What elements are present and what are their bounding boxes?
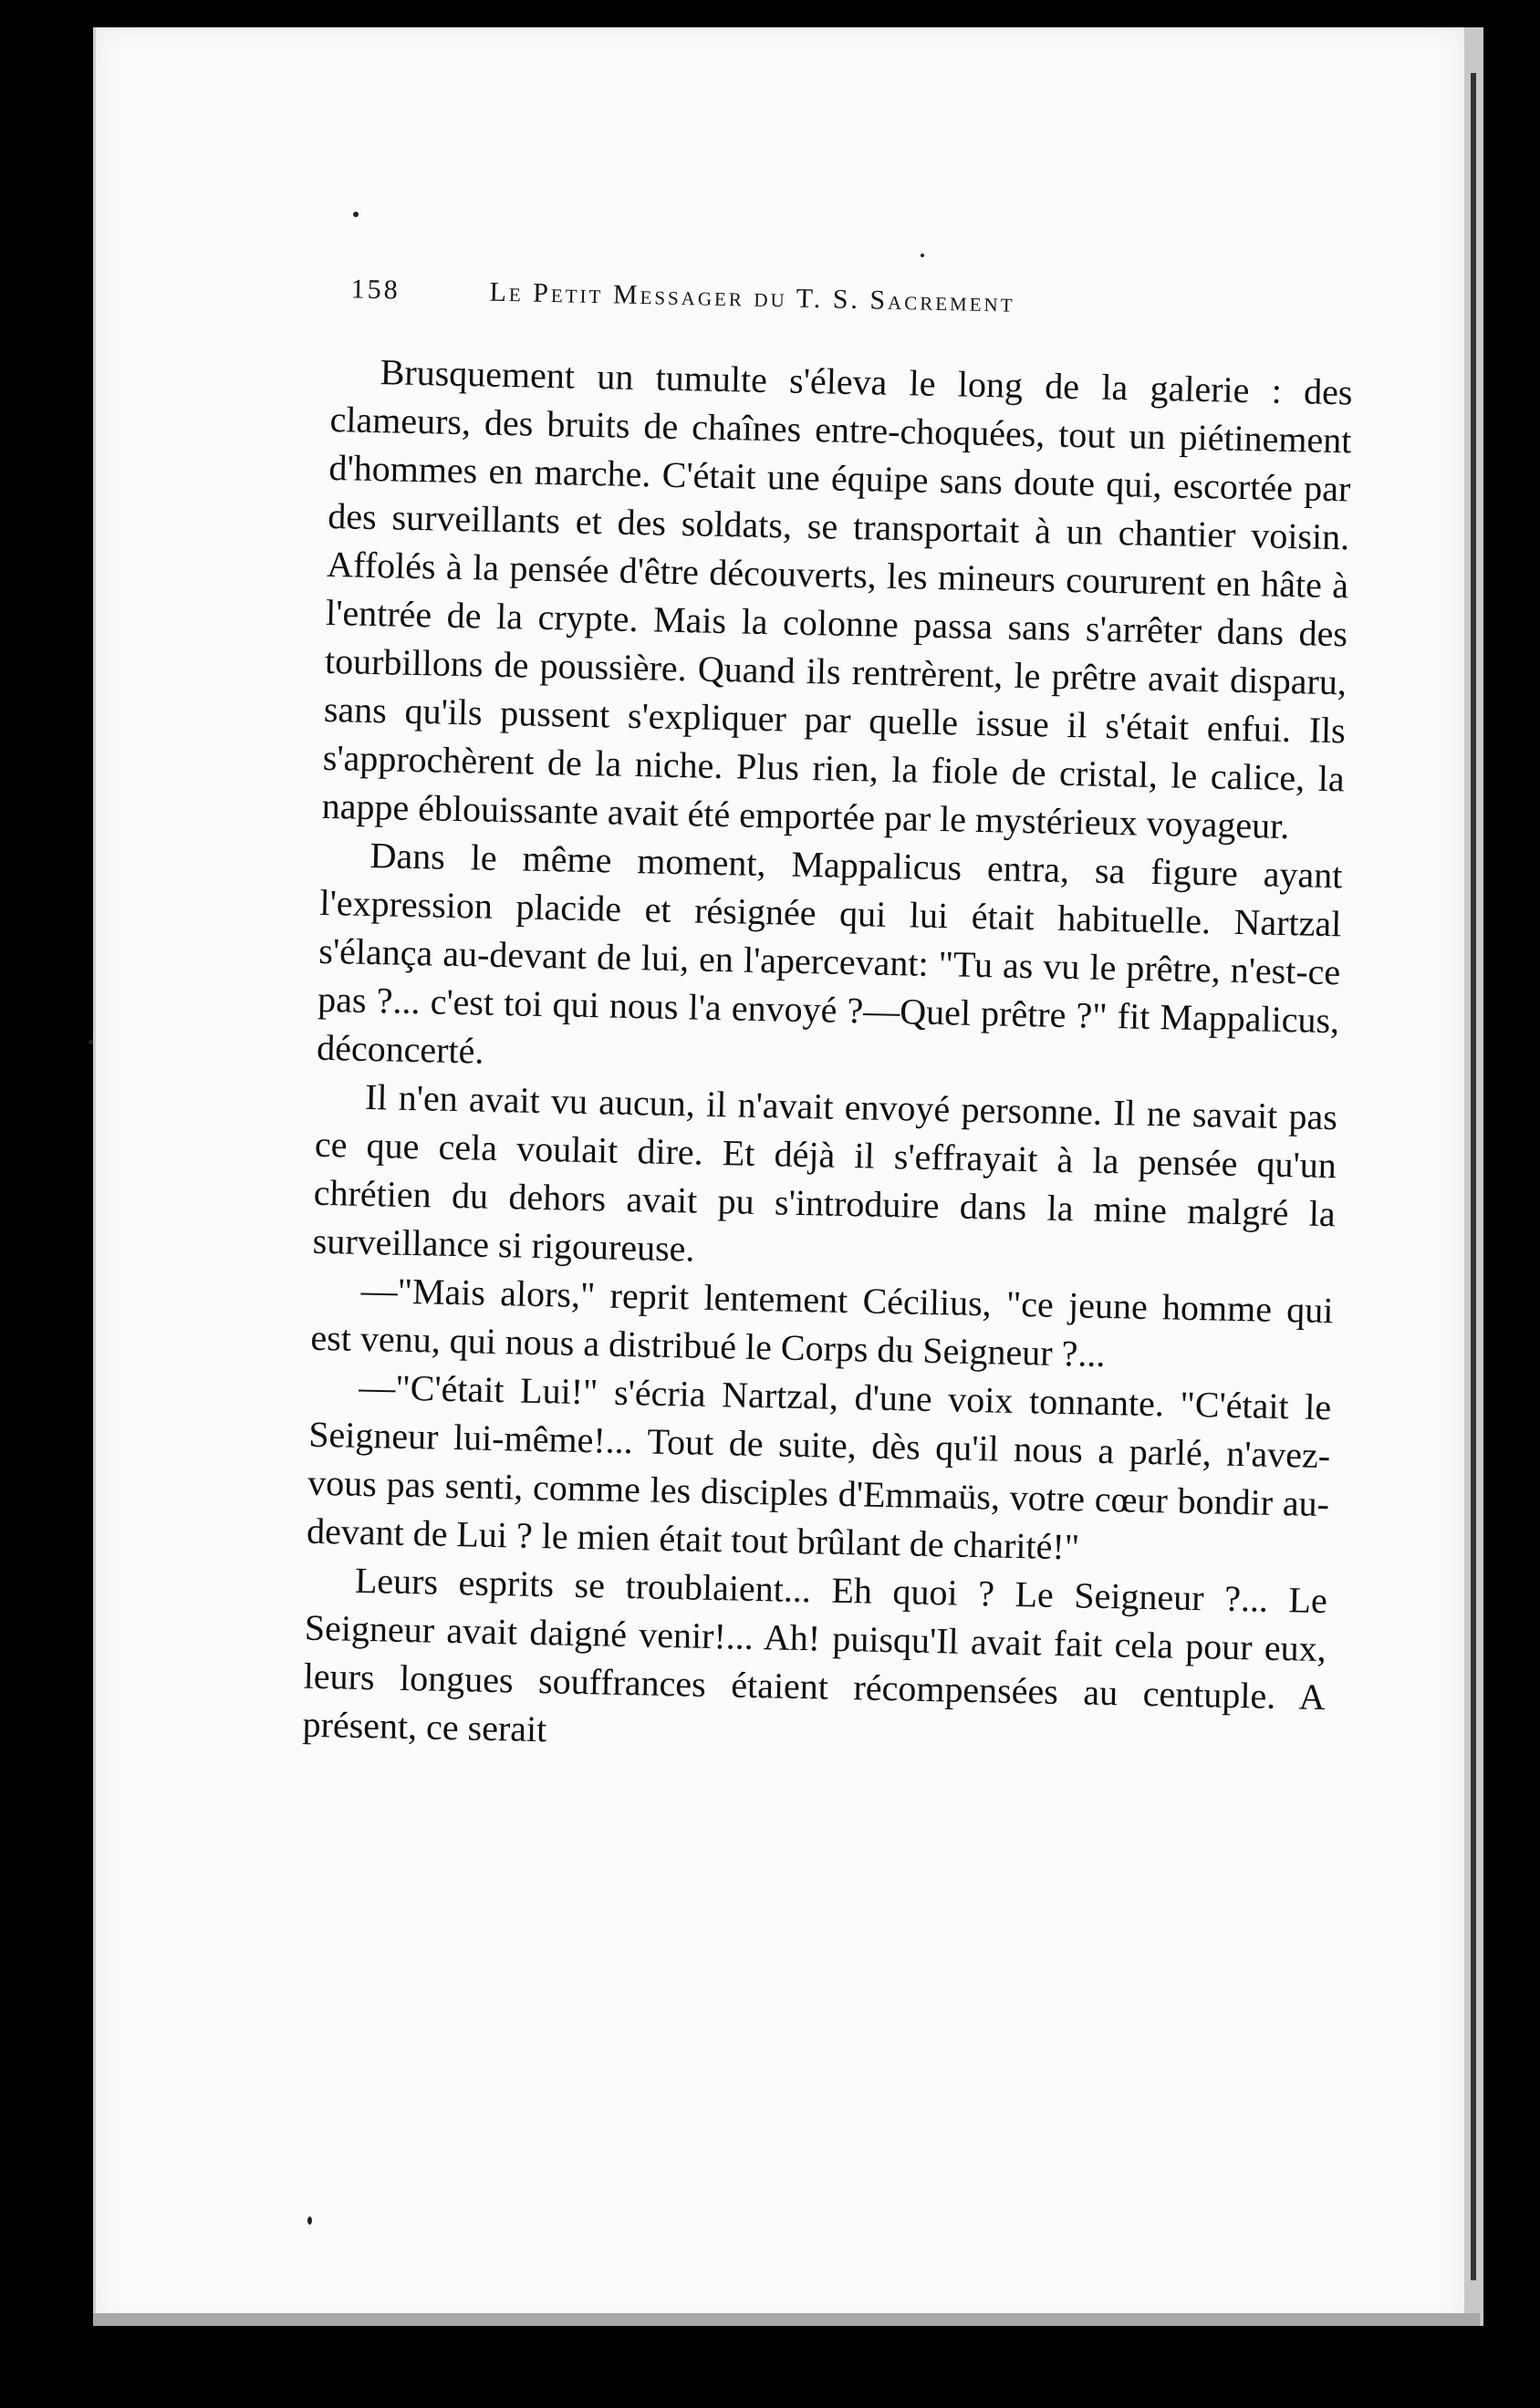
- page-number: 158: [350, 274, 401, 306]
- paragraph: —"Mais alors," reprit lentement Cécilius, "ce jeune homme qui est venu, qui nous a distribué le Corps du Seigneur ?...: [310, 1269, 1334, 1375]
- page-text: [302, 274, 1355, 1770]
- body-text: [302, 347, 1353, 1770]
- paragraph: —"C'était Lui!" s'écria Nartzal, d'une voix tonnante. "C'était le Seigneur lui-même!... Tout de suite, dès qu'il nous a parlé, n'avez-vous pas senti, comme les disciples d'Emmaüs, votre cœur bondir au-devant de Lui ? le mien était tout brûlant de charité!": [306, 1365, 1332, 1568]
- scan-binding-shadow: [1471, 73, 1476, 2280]
- speck: [353, 212, 359, 217]
- running-head-title: Le Petit Messager du T. S. Sacrement: [489, 276, 1015, 318]
- speck: [921, 254, 924, 257]
- scan-bottom-edge: [93, 2313, 1480, 2326]
- paragraph: Dans le même moment, Mappalicus entra, sa figure ayant l'expression placide et résignée qui lui était habituelle. Nartzal s'élança au-devant de lui, en l'apercevant: "Tu as vu le prêtre, n'est-ce pas ?... c'est toi qui nous l'a envoyé ?—Quel prêtre ?" fit Mappalicus, déconcerté.: [316, 834, 1343, 1072]
- speck: [307, 2216, 312, 2225]
- paragraph: Brusquement un tumulte s'éleva le long de la galerie : des clameurs, des bruits de chaînes entre-choquées, tout un piétinement d'hommes en marche. C'était une équipe sans doute qui, escortée par des surveillants et des soldats, se transportait à un chantier voisin. Affolés à la pensée d'être découverts, les mineurs coururent en hâte à l'entrée de la crypte. Mais la colonne passa sans s'arrêter dans des tourbillons de poussière. Quand ils rentrèrent, le prêtre avait disparu, sans qu'ils pussent s'expliquer par quelle issue il s'était enfui. Ils s'approchèrent de la niche. Plus rien, la fiole de cristal, le calice, la nappe éblouissante avait été emportée par le mystérieux voyageur.: [321, 351, 1353, 847]
- paragraph: Il n'en avait vu aucun, il n'avait envoyé personne. Il ne savait pas ce que cela voulait dire. Et déjà il s'effrayait à la pensée qu'un chrétien du dehors avait pu s'introduire dans la mine malgré la surveillance si rigoureuse.: [312, 1075, 1338, 1270]
- paragraph: Leurs esprits se troublaient... Eh quoi ? Le Seigneur ?... Le Seigneur avait daigné venir!... Ah! puisqu'Il avait fait cela pour eux, leurs longues souffrances étaient récompensées au centuple. A présent, ce serait: [302, 1559, 1328, 1750]
- speck: [88, 1040, 93, 1044]
